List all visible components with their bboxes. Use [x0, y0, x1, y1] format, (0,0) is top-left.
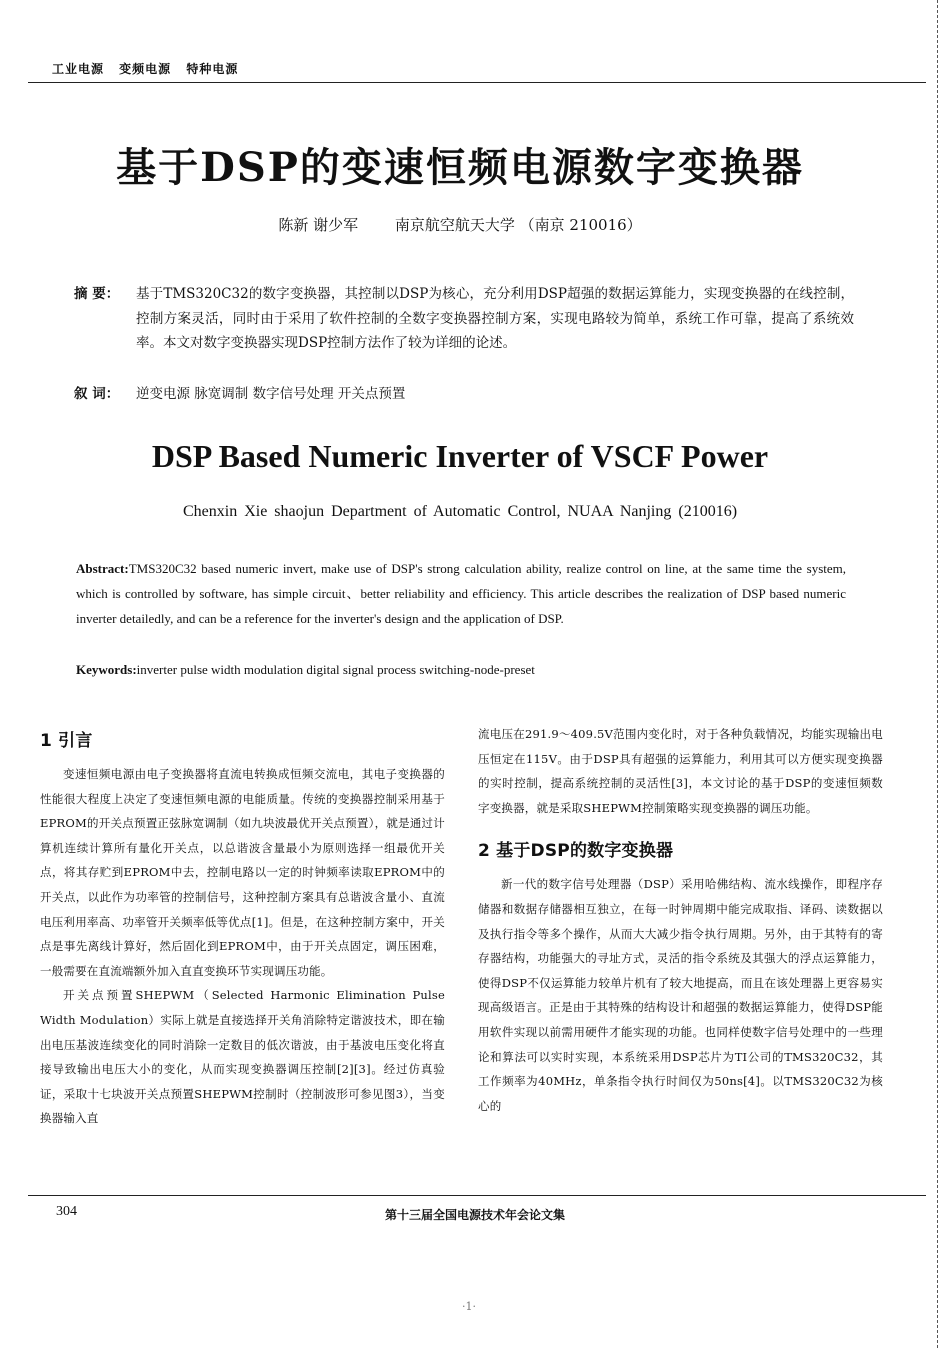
footer-rule — [28, 1195, 926, 1196]
section1-heading: 1 引言 — [40, 731, 93, 751]
keywords-en — [76, 662, 846, 678]
keywords-en-label: Keywords: — [76, 662, 137, 677]
abstract-cn-text: 基于TMS320C32的数字变换器，其控制以DSP为核心，充分利用DSP超强的数据运算能力，实现变换器的在线控制，控制方案灵活，同时由于采用了软件控制的全数字变换器控制方案，实现电路较为简单，系统工作可靠，提高了系统效率。本文对数字变换器实现DSP控制方法作了较为详细的论述。 — [136, 286, 854, 351]
author-names-cn: 陈新 谢少军 — [278, 216, 359, 234]
scan-edge — [936, 0, 938, 1348]
column-left — [40, 722, 445, 1131]
abstract-cn-label: 摘 要： — [74, 286, 120, 302]
title-en: DSP Based Numeric Inverter of VSCF Power — [151, 438, 769, 474]
header-rule — [28, 82, 926, 83]
section1-paragraph: 流电压在291.9～409.5V范围内变化时，对于各种负载情况，均能实现输出电压恒定在115V。由于DSP具有超强的运算能力，利用其可以方便实现变换器的实时控制，提高系统控制的灵活性[3]，本文讨论的基于DSP的变速恒频数字变换器，就是采取SHEPWM控制策略实现变换器的调压功能。 — [478, 727, 883, 815]
page-number: 304 — [56, 1204, 77, 1219]
keywords-cn-label: 叙 词： — [74, 386, 120, 402]
header-tags: 工业电源 变频电源 特种电源 — [52, 62, 239, 76]
conference-name: 第十三届全国电源技术年会论文集 — [384, 1208, 565, 1222]
affiliation-cn: 南京航空航天大学 （南京 210016） — [394, 216, 642, 234]
column-right — [478, 722, 883, 1118]
keywords-cn-text: 逆变电源 脉宽调制 数字信号处理 开关点预置 — [136, 386, 406, 402]
abstract-en — [76, 556, 846, 631]
keywords-en-text: inverter pulse width modulation digital signal process switching-node-preset — [136, 662, 535, 677]
authors-cn — [0, 214, 920, 235]
abstract-cn — [74, 282, 854, 356]
section1-paragraph: 开关点预置SHEPWM（Selected Harmonic Elimination Pulse Width Modulation）实际上就是直接选择开关角消除特定谐波技术，即在输出电压基波连续变化的同时消除一定数目的低次谐波，由于基波电压变化将直接导致输出电压大小的变化，从而实现变换器调压控制[2][3]。经过仿真验证，采取十七块波开关点预置SHEPWM控制时（控制波形可参见图3），当变换器输入直 — [40, 988, 445, 1126]
section1-paragraph: 变速恒频电源由电子变换器将直流电转换成恒频交流电，其电子变换器的性能很大程度上决定了变速恒频电源的电能质量。传统的变换器控制采用基于EPROM的开关点预置正弦脉宽调制（如九块波最优开关点预置），就是通过计算机连续计算所有量化开关点，以总谐波含量最小为原则选择一组最优开关点，将其存贮到EPROM中去，控制电路以一定的时钟频率读取EPROM中的开关点，以此作为功率管的控制信号，这种控制方案具有总谐波含量小、直流电压利用率高、功率管开关频率低等优点[1]。但是，在这种控制方案中，开关点是事先离线计算好，然后固化到EPROM中，由于开关点固定，调压困难，一般需要在直流端额外加入直直变换环节实现调压功能。 — [40, 767, 445, 978]
title-cn: 基于DSP的变速恒频电源数字变换器 — [116, 144, 804, 191]
footer-mark: ·1· — [462, 1300, 476, 1313]
section2-paragraph: 新一代的数字信号处理器（DSP）采用哈佛结构、流水线操作，即程序存储器和数据存储器相互独立，在每一时钟周期中能完成取指、译码、读数据以及执行指令等多个操作，从而大大减少指令执行周期。另外，由于其特有的寄存器结构，功能强大的寻址方式，灵活的指令系统及其强大的浮点运算能力，使得DSP不仅运算能力较单片机有了较大地提高，而且在该处理器上更容易实现高级语言。正是由于其特殊的结构设计和超强的数据运算能力，使得DSP能用软件实现以前需用硬件才能实现的功能。也同样使数字信号处理中的一些理论和算法可以实时实现，本系统采用DSP芯片为TI公司的TMS320C32，其工作频率为40MHz，单条指令执行时间仅为50ns[4]。以TMS320C32为核心的 — [478, 877, 883, 1113]
section2-heading: 2 基于DSP的数字变换器 — [478, 841, 674, 862]
abstract-en-text: TMS320C32 based numeric invert, make use of DSP's strong calculation ability, realize control on line, at the same time the system, which is controlled by software, has simple circuit、better reliability and efficiency. This article describes the realization of DSP based numeric inverter detailedly, and can be a reference for the inverter's design and the application of DSP. — [76, 561, 846, 626]
authors-en: Chenxin Xie shaojun Department of Automatic Control, NUAA Nanjing (210016) — [182, 503, 738, 520]
keywords-cn — [74, 382, 854, 402]
abstract-en-label: Abstract: — [76, 561, 129, 576]
